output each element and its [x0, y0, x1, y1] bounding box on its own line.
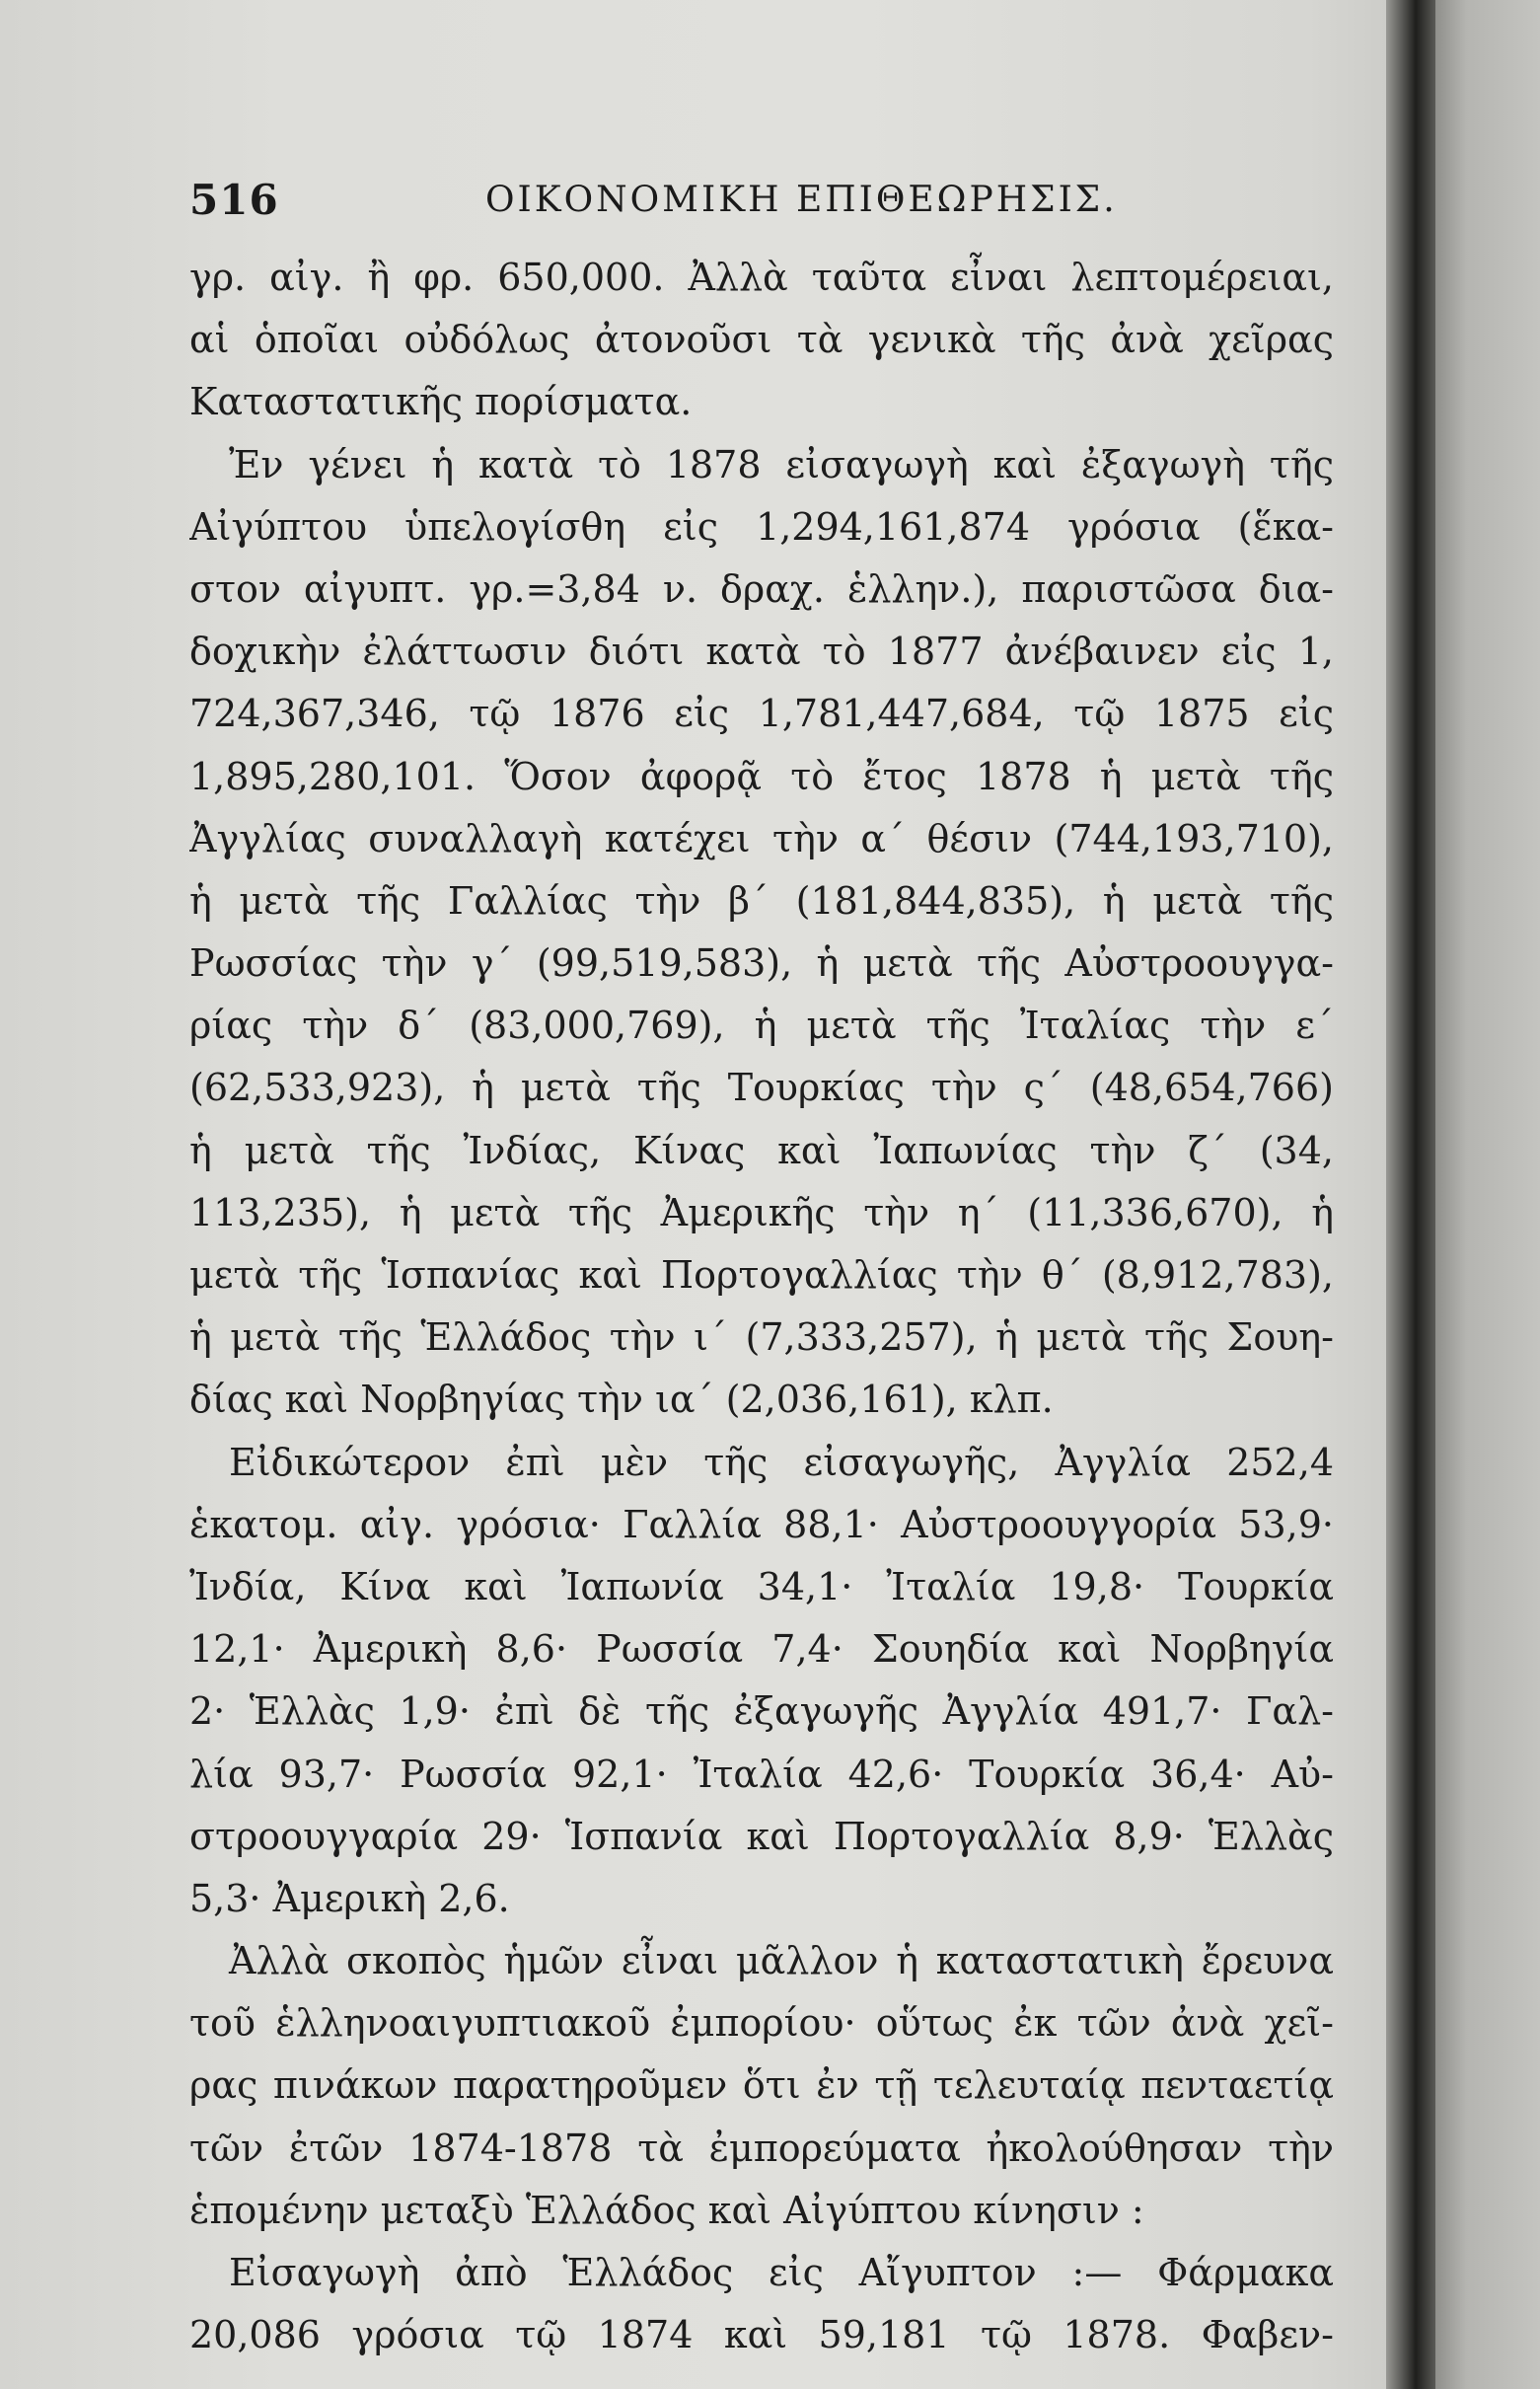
text-line: 1,895,280,101. Ὅσον ἀφορᾷ τὸ ἔτος 1878 ἡ μετὰ τῆς [189, 754, 1334, 798]
text-line: 12,1· Ἀμερικὴ 8,6· Ρωσσία 7,4· Σουηδία καὶ Νορβηγία [189, 1627, 1334, 1672]
text-line: 2· Ἑλλὰς 1,9· ἐπὶ δὲ τῆς ἐξαγωγῆς Ἀγγλία 491,7· Γαλ- [189, 1689, 1334, 1734]
text-line: Καταστατικῆς πορίσματα. [189, 380, 693, 424]
text-line: 113,235), ἡ μετὰ τῆς Ἀμερικῆς τὴν η΄ (11,336,670), ἡ [189, 1190, 1334, 1234]
text-line: Ἐν γένει ἡ κατὰ τὸ 1878 εἰσαγωγὴ καὶ ἐξαγωγὴ τῆς [229, 442, 1334, 486]
book-gutter [1386, 0, 1435, 2389]
text-line: αἱ ὁποῖαι οὐδόλως ἀτονοῦσι τὰ γενικὰ τῆς ἀνὰ χεῖρας [189, 318, 1334, 362]
text-line: Αἰγύπτου ὑπελογίσθη εἰς 1,294,161,874 γρόσια (ἕκα- [189, 504, 1334, 549]
text-line: (62,533,923), ἡ μετὰ τῆς Τουρκίας τὴν ς΄ (48,654,766) [189, 1066, 1334, 1110]
page-header [189, 176, 1324, 235]
running-head: ΟΙΚΟΝΟΜΙΚΗ ΕΠΙΘΕΩΡΗΣΙΣ. [485, 180, 1118, 220]
page-number: 516 [189, 176, 279, 224]
text-line: 20,086 γρόσια τῷ 1874 καὶ 59,181 τῷ 1878. Φαβεν- [189, 2313, 1334, 2357]
text-line: ἡ μετὰ τῆς Ἑλλάδος τὴν ι΄ (7,333,257), ἡ μετὰ τῆς Σουη- [189, 1315, 1334, 1360]
text-line: στροουγγαρία 29· Ἱσπανία καὶ Πορτογαλλία 8,9· Ἑλλὰς [189, 1814, 1334, 1858]
text-line: μετὰ τῆς Ἱσπανίας καὶ Πορτογαλλίας τὴν θ΄ (8,912,783), [189, 1253, 1334, 1297]
text-line: γρ. αἰγ. ἢ φρ. 650,000. Ἀλλὰ ταῦτα εἶναι λεπτομέρειαι, [189, 256, 1334, 299]
text-line: ἡ μετὰ τῆς Γαλλίας τὴν β΄ (181,844,835), ἡ μετὰ τῆς [189, 878, 1334, 923]
text-line: λία 93,7· Ρωσσία 92,1· Ἰταλία 42,6· Τουρκία 36,4· Αὐ- [189, 1752, 1334, 1796]
text-line: δοχικὴν ἐλάττωσιν διότι κατὰ τὸ 1877 ἀνέβαινεν εἰς 1, [189, 630, 1334, 674]
text-line: ἑπομένην μεταξὺ Ἑλλάδος καὶ Αἰγύπτου κίνησιν : [189, 2188, 1144, 2232]
text-line: Ἀγγλίας συναλλαγὴ κατέχει τὴν α΄ θέσιν (744,193,710), [189, 816, 1334, 860]
body-text [189, 247, 1334, 2366]
text-line: ρας πινάκων παρατηροῦμεν ὅτι ἐν τῇ τελευταίᾳ πενταετίᾳ [189, 2063, 1334, 2108]
text-line: Εἰσαγωγὴ ἀπὸ Ἑλλάδος εἰς Αἴγυπτον :— Φάρμακα [229, 2251, 1334, 2294]
text-line: ἑκατομ. αἰγ. γρόσια· Γαλλία 88,1· Αὐστροουγγορία 53,9· [189, 1502, 1334, 1546]
text-line: ρίας τὴν δ΄ (83,000,769), ἡ μετὰ τῆς Ἰταλίας τὴν ε΄ [189, 1004, 1334, 1048]
text-line: 5,3· Ἀμερικὴ 2,6. [189, 1876, 510, 1920]
text-line: τῶν ἐτῶν 1874-1878 τὰ ἐμπορεύματα ἠκολούθησαν τὴν [189, 2126, 1334, 2170]
text-line: ἡ μετὰ τῆς Ἰνδίας, Κίνας καὶ Ἰαπωνίας τὴν ζ΄ (34, [189, 1128, 1334, 1172]
text-line: Ἰνδία, Κίνα καὶ Ἰαπωνία 34,1· Ἰταλία 19,8· Τουρκία [189, 1564, 1334, 1608]
text-line: 724,367,346, τῷ 1876 εἰς 1,781,447,684, τῷ 1875 εἰς [189, 692, 1334, 736]
text-line: δίας καὶ Νορβηγίας τὴν ια΄ (2,036,161), κλπ. [189, 1378, 1054, 1422]
adjacent-page-edge [1435, 0, 1540, 2389]
text-line: τοῦ ἑλληνοαιγυπτιακοῦ ἐμπορίου· οὕτως ἐκ τῶν ἀνὰ χεῖ- [189, 2001, 1334, 2046]
text-line: Ἀλλὰ σκοπὸς ἡμῶν εἶναι μᾶλλον ἡ καταστατικὴ ἔρευνα [229, 1939, 1334, 1983]
text-line: στον αἰγυπτ. γρ.=3,84 ν. δραχ. ἑλλην.), παριστῶσα δια- [189, 566, 1334, 611]
text-line: Εἰδικώτερον ἐπὶ μὲν τῆς εἰσαγωγῆς, Ἀγγλία 252,4 [229, 1440, 1334, 1484]
text-line: Ρωσσίας τὴν γ΄ (99,519,583), ἡ μετὰ τῆς Αὐστροουγγα- [189, 941, 1334, 986]
